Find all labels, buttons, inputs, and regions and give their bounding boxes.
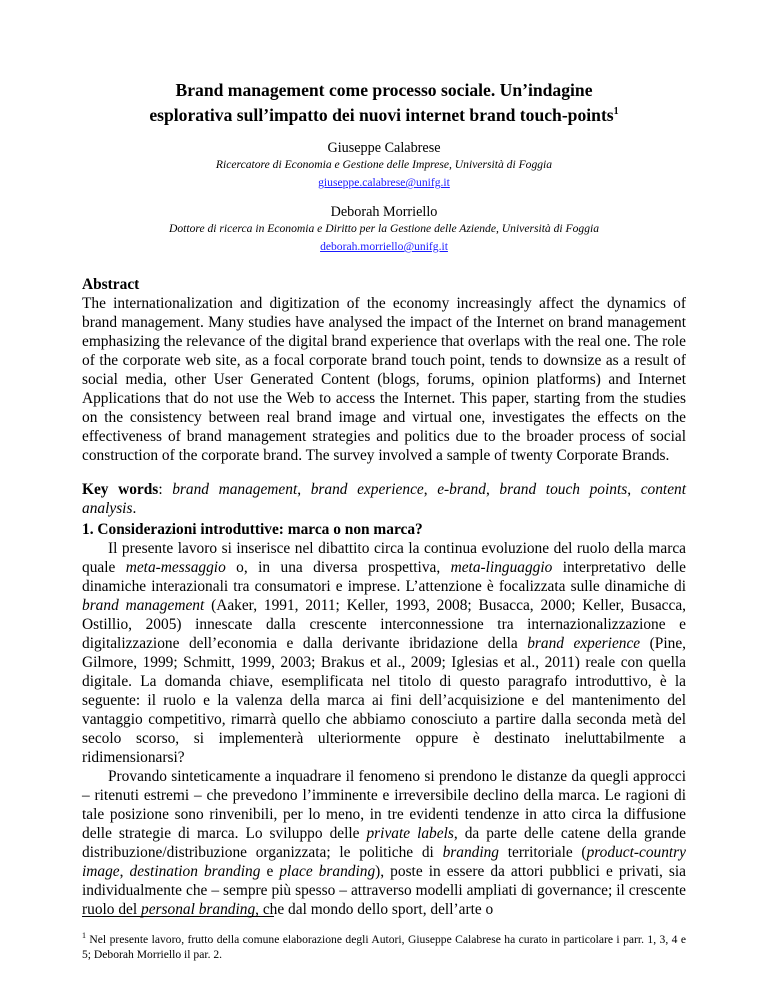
- text-run: o, in una diversa prospettiva,: [225, 559, 451, 576]
- text-run: ,: [485, 481, 500, 498]
- italic-term: meta-messaggio: [125, 559, 226, 576]
- italic-term: meta-linguaggio: [450, 559, 553, 576]
- footnote-divider: [82, 916, 274, 917]
- italic-term: private labels: [366, 825, 454, 842]
- keywords-text: [82, 481, 686, 517]
- text-run: interpretativo delle dinamiche interazionali tra consumatori e imprese. L’attenzione è focalizzata sulle dinamiche di: [82, 559, 686, 595]
- footnote-mark: 1: [82, 931, 86, 940]
- title-line-2-text: esplorativa sull’impatto dei nuovi internet brand touch-points: [149, 104, 614, 125]
- text-run: territoriale (: [499, 844, 587, 861]
- keywords-label: Key words: [82, 481, 159, 498]
- text-run: e: [260, 863, 280, 880]
- text-run: Il presente lavoro si inserisce nel dibattito circa la continua evoluzione del ruolo della marca quale: [82, 540, 686, 576]
- author-affiliation: Dottore di ricerca in Economia e Diritto per la Gestione delle Aziende, Università di Foggia: [168, 222, 600, 235]
- author-name: Deborah Morriello: [330, 204, 438, 220]
- italic-term: product-country image: [82, 844, 687, 880]
- text-run: ,: [627, 481, 641, 498]
- italic-term: place branding: [279, 863, 376, 880]
- text-run: :: [158, 481, 173, 498]
- italic-term: destination branding: [129, 863, 261, 880]
- paper-title: [82, 80, 686, 126]
- author-block-2: [82, 203, 686, 255]
- italic-term: brand experience: [527, 635, 641, 652]
- text-run: .: [132, 500, 137, 517]
- paragraph: [82, 767, 686, 919]
- italic-term: brand management: [172, 481, 298, 498]
- text-run: ,: [423, 481, 438, 498]
- italic-term: brand touch points: [499, 481, 628, 498]
- author-email-link[interactable]: deborah.morriello@unifg.it: [320, 240, 448, 253]
- italic-term: personal branding: [141, 901, 256, 918]
- abstract-text: The internationalization and digitization of the economy increasingly affect the dynamics of brand management. Many studies have analysed the impact of the Internet on brand management emphasizing the relevance of the digital brand experience that overlaps with the real one. The role of the corporate web site, as a focal corporate brand touch point, tends to downsize as a result of social media, other User Generated Content (blogs, forums, opinion platforms) and Internet Applications that do not use the Web to access the Internet. This paper, starting from the studies on the consistency between real brand image and virtual one, investigates the effects on the effectiveness of brand management strategies and politics due to the broader process of social construction of the corporate brand. The survey involved a sample of twenty Corporate Brands.: [82, 295, 686, 464]
- author-name: Giuseppe Calabrese: [327, 140, 441, 156]
- text-run: , che dal mondo dello sport, dell’arte o: [255, 901, 494, 918]
- title-line-2: [82, 101, 686, 126]
- section-1: [82, 520, 686, 919]
- paragraph: [82, 539, 686, 767]
- text-run: Provando sinteticamente a inquadrare il fenomeno si prendono le distanze da quegli approcci – ritenuti estremi – che prevedono l’imminente e irreversibile declino della marca. Le ragioni di tale posizione sono rinvenibili, per lo meno, in tre evidenti tendenze in atto circa la diffusione delle strategie di marca. Lo sviluppo delle: [82, 768, 686, 842]
- italic-term: e-brand: [437, 481, 486, 498]
- title-footnote-mark[interactable]: 1: [613, 106, 619, 117]
- text-run: (Pine, Gilmore, 1999; Schmitt, 1999, 2003; Brakus et al., 2009; Iglesias et al., 2011) reale con quella digitale. La domanda chiave, esemplificata nel titolo di questo paragrafo introduttivo, è la seguente: il ruolo e la valenza della marca ai fini dell’acquisizione e del mantenimento del vantaggio competitivo, rimarrà quello che abbiamo conosciuto a partire dalla seconda metà del secolo scorso, si implementerà ulteriormente oppure è destinato ineluttabilmente a ridimensionarsi?: [82, 635, 686, 766]
- italic-term: branding: [442, 844, 499, 861]
- title-line-1: Brand management come processo sociale. Un’indagine: [175, 80, 593, 100]
- abstract-section: [82, 275, 686, 465]
- text-run: (Aaker, 1991, 2011; Keller, 1993, 2008; Busacca, 2000; Keller, Busacca, Ostillio, 2005) innescate dalla crescente interconnessione tra internazionalizzazione e digitalizzazione dell’economia e dalla derivante ibridazione della: [82, 597, 686, 652]
- footnote: [82, 928, 686, 963]
- italic-term: content analysis: [82, 481, 687, 517]
- keywords: [82, 480, 686, 518]
- italic-term: brand management: [82, 597, 205, 614]
- abstract-heading: Abstract: [82, 276, 140, 293]
- text-run: , da parte delle catene della grande distribuzione/distribuzione organizzata; le politiche di: [82, 825, 686, 861]
- footnote-text: Nel presente lavoro, frutto della comune elaborazione degli Autori, Giuseppe Calabrese ha curato in particolare i parr. 1, 3, 4 e 5; Deborah Morriello il par. 2.: [82, 932, 686, 962]
- text-run: ,: [119, 863, 130, 880]
- author-email-link[interactable]: giuseppe.calabrese@unifg.it: [318, 176, 450, 189]
- author-affiliation: Ricercatore di Economia e Gestione delle Imprese, Università di Foggia: [215, 158, 553, 171]
- section-1-heading: 1. Considerazioni introduttive: marca o non marca?: [82, 521, 423, 538]
- italic-term: brand experience: [310, 481, 424, 498]
- text-run: ,: [297, 481, 311, 498]
- author-block-1: [82, 139, 686, 191]
- text-run: ), poste in essere da attori pubblici e privati, sia individualmente che – sempre più spesso – attraverso modelli ampliati di governance; il crescente ruolo del: [82, 863, 686, 918]
